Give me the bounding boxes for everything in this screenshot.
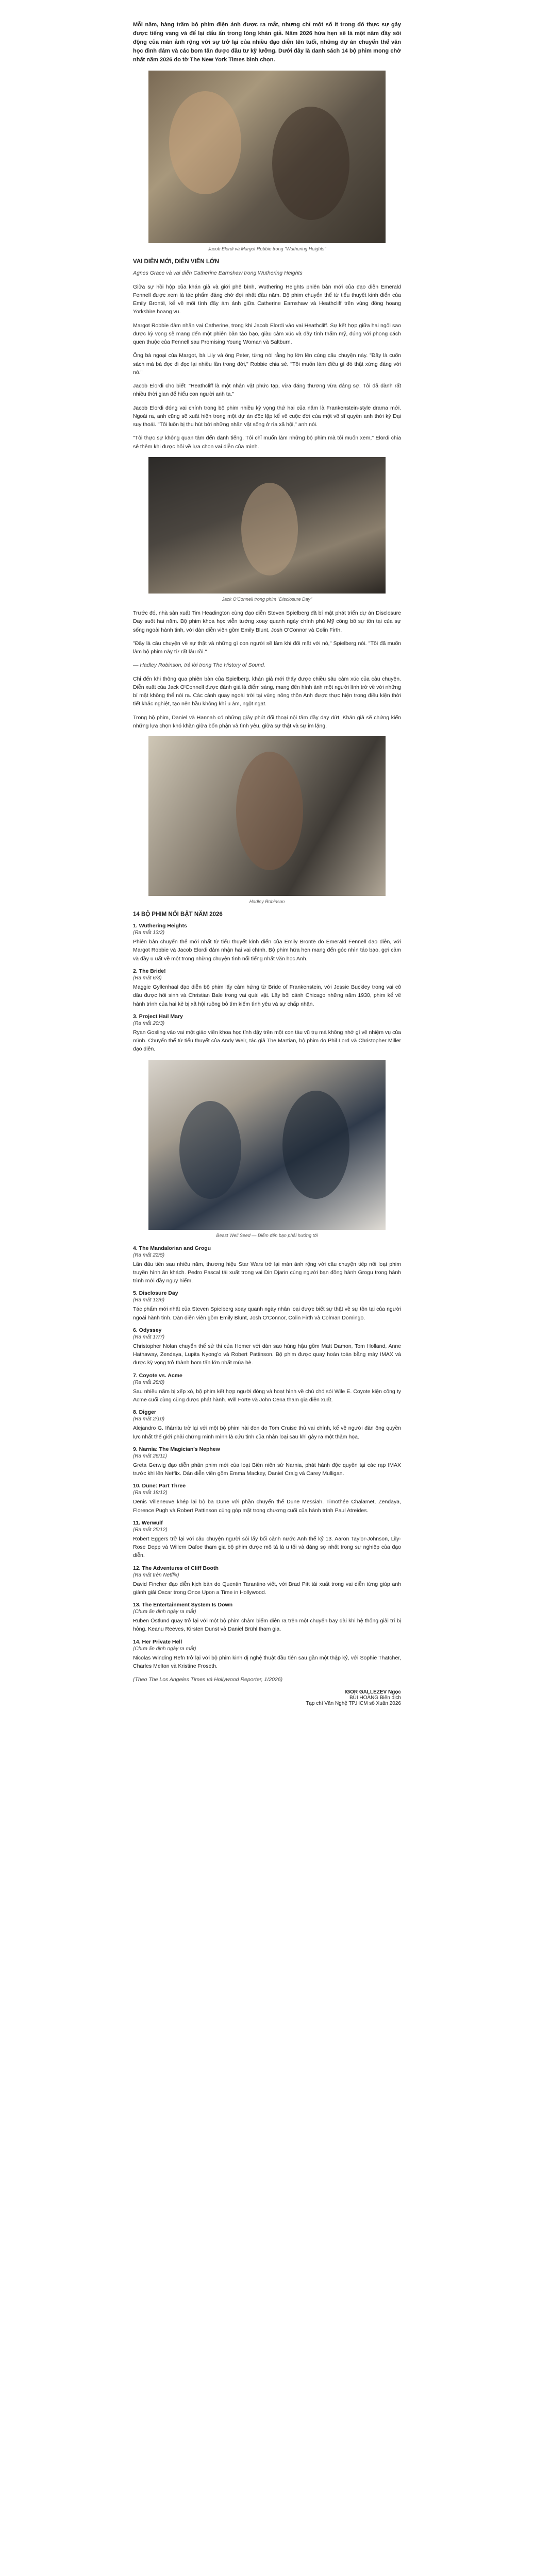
source-note: (Theo The Los Angeles Times và Hollywood Reporter, 1/2026) — [133, 1676, 283, 1683]
film-date: (Ra mắt 20/3) — [133, 1020, 165, 1026]
film-date: (Ra mắt 22/5) — [133, 1252, 165, 1258]
film-item — [133, 1290, 401, 1322]
author-role: BÙI HOÀNG Biên dịch — [349, 1694, 401, 1701]
section3-paragraph: Chỉ đến khi thông qua phiên bản của Spielberg, khán giả mới thấy được chiều sâu cảm xúc của câu chuyện. Diễn xuất của Jack O'Connell được đánh giá là điểm sáng, mang đến hình ảnh một người lính trở về với những bí mật không thể nói ra. Các cảnh quay ngoài trời tại vùng nông thôn Anh được thực hiện trong điều kiện thời tiết khắc nghiệt, tạo nên bầu không khí u ám, ngột ngạt. — [133, 675, 401, 707]
film-date: (Ra mắt 18/12) — [133, 1490, 168, 1496]
film-title: 13. The Entertainment System Is Down — [133, 1602, 233, 1608]
film-desc: Nicolas Winding Refn trở lại với bộ phim kinh dị nghệ thuật đầu tiên sau gần một thập kỷ, với Sophie Thatcher, Charles Melton và Kristine Froseth. — [133, 1654, 401, 1669]
film-item — [133, 1327, 401, 1367]
film-item — [133, 1245, 401, 1285]
section3-attribution: — Hadley Robinson, trả lời trong The History of Sound. — [133, 662, 265, 669]
section3-paragraph: Trước đó, nhà sản xuất Tim Headington cùng đạo diễn Steven Spielberg đã bí mật phát triển dự án Disclosure Day suốt hai năm. Bộ phim khoa học viễn tưởng xoay quanh ngày chính phủ Mỹ công bố sự tồn tại của sự sống ngoài hành tinh, với dàn diễn viên gồm Emily Blunt, Josh O'Connor và Colin Firth. — [133, 610, 401, 633]
section2-paragraph: "Tôi thực sự không quan tâm đến danh tiếng. Tôi chỉ muốn làm những bộ phim mà tôi muốn xem," Elordi chia sẻ thêm khi được hỏi về lựa chọn vai diễn của mình. — [133, 435, 401, 450]
film-item — [133, 1483, 401, 1515]
section1-paragraph: Margot Robbie đảm nhận vai Catherine, trong khi Jacob Elordi vào vai Heathcliff. Sự kết hợp giữa hai ngôi sao được kỳ vọng sẽ mang đến một phiên bản táo bạo, giàu cảm xúc và đầy tính thẩm mỹ, đúng với phong cách quen thuộc của Fennell sau Promising Young Woman và Saltburn. — [133, 322, 401, 346]
film-item — [133, 1520, 401, 1560]
film-desc: Christopher Nolan chuyển thể sử thi của Homer với dàn sao hùng hậu gồm Matt Damon, Tom Holland, Anne Hathaway, Zendaya, Lupita Nyong'o và Robert Pattinson. Bộ phim được quay hoàn toàn bằng máy IMAX và được kỳ vọng trở thành bom tấn lớn nhất mùa hè. — [133, 1343, 401, 1366]
section3-paragraph: "Đây là câu chuyện về sự thật và những gì con người sẽ làm khi đối mặt với nó," Spielberg nói. "Tôi đã muốn làm bộ phim này từ rất lâu rồi." — [133, 640, 401, 655]
film-title: 14. Her Private Hell — [133, 1638, 182, 1645]
section3-paragraph: Trong bộ phim, Daniel và Hannah có những giây phút đối thoại nội tâm đầy day dứt. Khán giả sẽ chứng kiến những lựa chọn khó khăn giữa bổn phận và tình yêu, giữa sự thật và sự im lặng. — [133, 714, 401, 729]
film-item — [133, 968, 401, 1008]
film-date: (Ra mắt 6/3) — [133, 975, 162, 981]
film-item — [133, 1013, 401, 1054]
film-date: (Ra mắt 25/12) — [133, 1527, 168, 1533]
photo2-caption: Jack O'Connell trong phim "Disclosure Day" — [222, 597, 312, 602]
photo3-caption: Hadley Robinson — [249, 899, 285, 905]
film-item — [133, 1409, 401, 1441]
film-title: 5. Disclosure Day — [133, 1290, 178, 1297]
photo1-caption: Jacob Elordi và Margot Robbie trong "Wuthering Heights" — [208, 246, 326, 252]
photo-figure-4 — [236, 752, 303, 870]
section2-paragraph: Jacob Elordi đóng vai chính trong bộ phim nhiều kỳ vọng thứ hai của năm là Frankenstein-style drama mới. Ngoài ra, anh cũng sẽ xuất hiện trong một dự án độc lập kể về cuộc đời của một võ sĩ quyền anh thời kỳ Đại suy thoái. "Tôi luôn bị thu hút bởi những nhân vật sống ở rìa xã hội," anh nói. — [133, 404, 401, 428]
section1-paragraph: Jacob Elordi cho biết: "Heathcliff là một nhân vật phức tạp, vừa đáng thương vừa đáng sợ. Tôi đã dành rất nhiều thời gian để hiểu con người anh ta." — [133, 383, 401, 398]
photo-wuthering-heights — [148, 71, 386, 243]
film-date: (Ra mắt 2/10) — [133, 1416, 165, 1422]
film-date: (Ra mắt 12/6) — [133, 1297, 165, 1303]
author-signature — [133, 1689, 401, 1706]
photo-figure-1 — [169, 91, 241, 194]
film-date: (Ra mắt 13/2) — [133, 930, 165, 936]
photo-figure-5 — [179, 1101, 241, 1199]
film-item — [133, 1372, 401, 1404]
photo-figure-6 — [282, 1091, 349, 1199]
film-title: 11. Werwulf — [133, 1519, 163, 1526]
section1-title: VAI DIỄN MỚI, DIỄN VIÊN LỚN — [133, 259, 220, 265]
film-date: (Ra mắt trên Netflix) — [133, 1572, 179, 1578]
film-desc: Sau nhiều năm bị xếp xó, bộ phim kết hợp người đóng và hoạt hình về chú chó sói Wile E. Coyote kiện công ty Acme cuối cùng cũng được phát hành. Will Forte và John Cena tham gia diễn xuất. — [133, 1388, 401, 1403]
film-item — [133, 1602, 401, 1634]
film-item — [133, 1639, 401, 1671]
photo-disclosure-day — [148, 457, 386, 594]
film-desc: Lần đầu tiên sau nhiều năm, thương hiệu Star Wars trở lại màn ảnh rộng với câu chuyện tiếp nối loạt phim truyền hình ăn khách. Pedro Pascal tái xuất trong vai Din Djarin cùng người bạn đồng hành Grogu trong hành trình mới đầy nguy hiểm. — [133, 1261, 401, 1284]
article-column — [133, 21, 401, 1706]
film-date: (Ra mắt 17/7) — [133, 1334, 165, 1340]
film-item — [133, 923, 401, 963]
section1-paragraph: Giữa sự hồi hộp của khán giả và giới phê bình, Wuthering Heights phiên bản mới của đạo diễn Emerald Fennell được xem là tác phẩm đáng chờ đợi nhất đầu năm. Bộ phim chuyển thể từ tiểu thuyết kinh điển của Emily Brontë, kể về mối tình đầy ám ảnh giữa Catherine Earnshaw và Heathcliff trên vùng đồng hoang Yorkshire hoang vu. — [133, 283, 401, 315]
author-org: Tạp chí Văn Nghệ TP.HCM số Xuân 2026 — [306, 1700, 401, 1706]
film-desc: Greta Gerwig đạo diễn phần phim mới của loạt Biên niên sử Narnia, phát hành độc quyền tại các rạp IMAX trước khi lên Netflix. Dàn diễn viên gồm Emma Mackey, Daniel Craig và Carey Mulligan. — [133, 1462, 401, 1477]
film-title: 1. Wuthering Heights — [133, 923, 187, 929]
film-desc: Ruben Östlund quay trở lại với một bộ phim châm biếm diễn ra trên một chuyến bay dài khi hệ thống giải trí bị hỏng. Keanu Reeves, Kirsten Dunst và Daniel Brühl tham gia. — [133, 1618, 401, 1633]
section4-title: 14 BỘ PHIM NỔI BẬT NĂM 2026 — [133, 911, 223, 918]
film-title: 10. Dune: Part Three — [133, 1483, 186, 1489]
film-title: 9. Narnia: The Magician's Nephew — [133, 1446, 220, 1452]
film-date: (Ra mắt 26/11) — [133, 1453, 167, 1459]
film-title: 6. Odyssey — [133, 1327, 162, 1333]
section1-subtitle: Agnes Grace và vai diễn Catherine Earnshaw trong Wuthering Heights — [133, 270, 303, 277]
film-desc: Ryan Gosling vào vai một giáo viên khoa học tỉnh dậy trên một con tàu vũ trụ mà không nhớ gì về nhiệm vụ của mình. Chuyển thể từ tiểu thuyết của Andy Weir, tác giả The Martian, bộ phim do Phil Lord và Christopher Miller đạo diễn. — [133, 1029, 401, 1053]
photo-beast-well-seed — [148, 1060, 386, 1230]
film-desc: David Fincher đạo diễn kịch bản do Quentin Tarantino viết, với Brad Pitt tái xuất trong vai diễn từng giúp anh giành giải Oscar trong Once Upon a Time in Hollywood. — [133, 1581, 401, 1596]
article-lead: Mỗi năm, hàng trăm bộ phim điện ảnh được ra mắt, nhưng chỉ một số ít trong đó thực sự gây được tiếng vang và để lại dấu ấn trong lòng khán giả. Năm 2026 hứa hẹn sẽ là một năm đầy sôi động của màn ảnh rộng với sự trở lại của nhiều đạo diễn tên tuổi, những dự án chuyển thể văn học đình đám và các bom tấn được đầu tư kỹ lưỡng. Dưới đây là danh sách 14 bộ phim mong chờ nhất năm 2026 do tờ The New York Times bình chọn. — [133, 22, 401, 63]
film-title: 7. Coyote vs. Acme — [133, 1372, 182, 1379]
photo-figure-2 — [272, 107, 349, 220]
film-date: (Chưa ấn định ngày ra mắt) — [133, 1646, 196, 1652]
photo-hadley-robinson — [148, 736, 386, 896]
film-desc: Tác phẩm mới nhất của Steven Spielberg xoay quanh ngày nhân loại được biết sự thật về sự tồn tại của người ngoài hành tinh. Dàn diễn viên gồm Emily Blunt, Josh O'Connor, Colin Firth và Colman Domingo. — [133, 1306, 401, 1321]
film-desc: Robert Eggers trở lại với câu chuyện người sói lấy bối cảnh nước Anh thế kỷ 13. Aaron Taylor-Johnson, Lily-Rose Depp và Willem Dafoe tham gia bộ phim được mô tả là u tối và đáng sợ nhất trong sự nghiệp của đạo diễn. — [133, 1535, 401, 1559]
film-title: 4. The Mandalorian and Grogu — [133, 1245, 211, 1251]
film-date: (Chưa ấn định ngày ra mắt) — [133, 1609, 196, 1615]
author-name: IGOR GALLEZEV Ngọc — [344, 1689, 401, 1695]
film-title: 12. The Adventures of Cliff Booth — [133, 1565, 219, 1571]
film-desc: Denis Villeneuve khép lại bộ ba Dune với phần chuyển thể Dune Messiah. Timothée Chalamet, Zendaya, Florence Pugh và Robert Pattinson cùng góp mặt trong chương cuối của hành trình Paul Atreides. — [133, 1499, 401, 1514]
film-title: 2. The Bride! — [133, 968, 166, 974]
film-desc: Phiên bản chuyển thể mới nhất từ tiểu thuyết kinh điển của Emily Brontë do Emerald Fennell đạo diễn, với Margot Robbie và Jacob Elordi đảm nhận hai vai chính. Bộ phim hứa hẹn mang đến góc nhìn táo bạo, gợi cảm và đầy u uất về một trong những chuyện tình nổi tiếng nhất văn học Anh. — [133, 939, 401, 962]
film-title: 8. Digger — [133, 1409, 156, 1416]
film-title: 3. Project Hail Mary — [133, 1013, 183, 1020]
film-item — [133, 1446, 401, 1478]
film-date: (Ra mắt 28/8) — [133, 1379, 165, 1385]
photo-figure-3 — [241, 483, 298, 575]
film-desc: Alejandro G. Iñárritu trở lại với một bộ phim hài đen do Tom Cruise thủ vai chính, kể về người đàn ông quyền lực nhất thế giới phải chứng minh mình là cứu tinh của nhân loại sau khi gây ra một thảm họa. — [133, 1425, 401, 1440]
photo4-caption: Beast Well Seed — Điểm đến bạn phải hướng tới — [216, 1232, 318, 1238]
film-desc: Maggie Gyllenhaal đạo diễn bộ phim lấy cảm hứng từ Bride of Frankenstein, với Jessie Buckley trong vai cô dâu được hồi sinh và Christian Bale trong vai quái vật. Lấy bối cảnh Chicago những năm 1930, phim kể về hành trình của hai kẻ bị xã hội ruồng bỏ tìm kiếm tình yêu và sự chấp nhận. — [133, 984, 401, 1007]
film-item — [133, 1565, 401, 1597]
section1-paragraph: Ông bà ngoại của Margot, bà Lily và ông Peter, từng nói rằng họ lớn lên cùng câu chuyện này. "Đây là cuốn sách mà bà đọc đi đọc lại nhiều lần trong đời," Robbie chia sẻ. "Tôi muốn làm điều gì đó thật xứng đáng với nó." — [133, 352, 401, 376]
